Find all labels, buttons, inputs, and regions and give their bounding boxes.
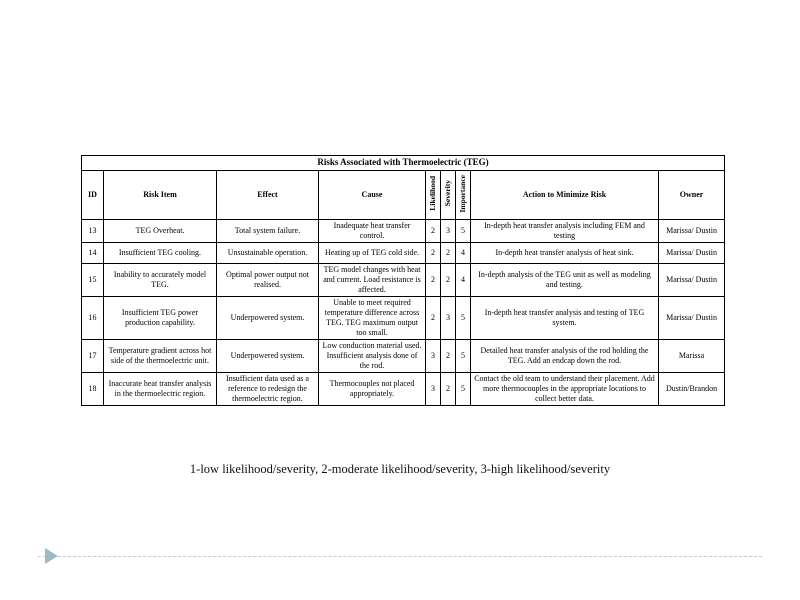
cell-effect: Underpowered system. — [217, 297, 319, 340]
table-row — [82, 340, 725, 373]
cell-action: In-depth analysis of the TEG unit as well as modeling and testing. — [471, 264, 659, 297]
cell-effect: Underpowered system. — [217, 340, 319, 373]
cell-risk_item: Insufficient TEG cooling. — [104, 243, 217, 264]
cell-action: In-depth heat transfer analysis including FEM and testing — [471, 220, 659, 243]
cell-effect: Insufficient data used as a reference to redesign the thermoelectric region. — [217, 373, 319, 406]
cell-severity: 3 — [441, 297, 456, 340]
cell-id: 17 — [82, 340, 104, 373]
cell-importance: 4 — [456, 264, 471, 297]
cell-effect: Total system failure. — [217, 220, 319, 243]
col-header-severity — [441, 171, 456, 220]
cell-id: 16 — [82, 297, 104, 340]
header-row — [82, 171, 725, 220]
cell-likelihood: 2 — [426, 220, 441, 243]
cell-owner: Marissa/ Dustin — [659, 243, 725, 264]
col-header-risk_item: Risk Item — [104, 171, 217, 220]
col-header-label: Likelihood — [428, 176, 438, 211]
triangle-right-icon — [45, 548, 58, 564]
cell-owner: Marissa/ Dustin — [659, 220, 725, 243]
col-header-label: Severity — [443, 180, 453, 207]
cell-owner: Marissa — [659, 340, 725, 373]
cell-cause: Unable to meet required temperature difference across TEG. TEG maximum output too small. — [319, 297, 426, 340]
cell-risk_item: Inability to accurately model TEG. — [104, 264, 217, 297]
col-header-cause: Cause — [319, 171, 426, 220]
cell-id: 13 — [82, 220, 104, 243]
col-header-owner: Owner — [659, 171, 725, 220]
cell-importance: 5 — [456, 220, 471, 243]
cell-risk_item: Inaccurate heat transfer analysis in the thermoelectric region. — [104, 373, 217, 406]
cell-cause: TEG model changes with heat and current. Load resistance is affected. — [319, 264, 426, 297]
cell-severity: 2 — [441, 264, 456, 297]
cell-importance: 5 — [456, 297, 471, 340]
table-row — [82, 243, 725, 264]
col-header-id: ID — [82, 171, 104, 220]
col-header-action: Action to Minimize Risk — [471, 171, 659, 220]
table-row — [82, 373, 725, 406]
table-body — [82, 220, 725, 406]
cell-severity: 2 — [441, 243, 456, 264]
col-header-label: Importance — [458, 174, 468, 213]
footer-divider — [38, 556, 762, 557]
col-header-likelihood — [426, 171, 441, 220]
cell-action: Contact the old team to understand their placement. Add more thermocouples in the appropriate locations to collect better data. — [471, 373, 659, 406]
cell-cause: Low conduction material used. Insufficient analysis done of the rod. — [319, 340, 426, 373]
legend-caption: 1-low likelihood/severity, 2-moderate likelihood/severity, 3-high likelihood/severity — [189, 462, 611, 476]
table-head — [82, 156, 725, 220]
cell-importance: 5 — [456, 373, 471, 406]
cell-cause: Heating up of TEG cold side. — [319, 243, 426, 264]
table-row — [82, 220, 725, 243]
cell-cause: Thermocouples not placed appropriately. — [319, 373, 426, 406]
cell-id: 14 — [82, 243, 104, 264]
cell-likelihood: 2 — [426, 243, 441, 264]
cell-risk_item: TEG Overheat. — [104, 220, 217, 243]
cell-likelihood: 3 — [426, 373, 441, 406]
cell-owner: Dustin/Brandon — [659, 373, 725, 406]
cell-severity: 3 — [441, 220, 456, 243]
cell-risk_item: Insufficient TEG power production capability. — [104, 297, 217, 340]
risk-table — [81, 155, 725, 406]
table-row — [82, 297, 725, 340]
cell-action: Detailed heat transfer analysis of the rod holding the TEG. Add an endcap down the rod. — [471, 340, 659, 373]
cell-effect: Optimal power output not realised. — [217, 264, 319, 297]
cell-owner: Marissa/ Dustin — [659, 297, 725, 340]
cell-id: 18 — [82, 373, 104, 406]
cell-likelihood: 2 — [426, 297, 441, 340]
col-header-effect: Effect — [217, 171, 319, 220]
cell-effect: Unsustainable operation. — [217, 243, 319, 264]
cell-likelihood: 2 — [426, 264, 441, 297]
cell-cause: Inadequate heat transfer control. — [319, 220, 426, 243]
cell-owner: Marissa/ Dustin — [659, 264, 725, 297]
cell-severity: 2 — [441, 373, 456, 406]
table-title: Risks Associated with Thermoelectric (TEG) — [82, 156, 725, 171]
cell-importance: 5 — [456, 340, 471, 373]
cell-risk_item: Temperature gradient across hot side of the thermoelectric unit. — [104, 340, 217, 373]
cell-importance: 4 — [456, 243, 471, 264]
cell-id: 15 — [82, 264, 104, 297]
cell-severity: 2 — [441, 340, 456, 373]
cell-likelihood: 3 — [426, 340, 441, 373]
col-header-importance — [456, 171, 471, 220]
title-row — [82, 156, 725, 171]
cell-action: In-depth heat transfer analysis and testing of TEG system. — [471, 297, 659, 340]
cell-action: In-depth heat transfer analysis of heat sink. — [471, 243, 659, 264]
table-row — [82, 264, 725, 297]
